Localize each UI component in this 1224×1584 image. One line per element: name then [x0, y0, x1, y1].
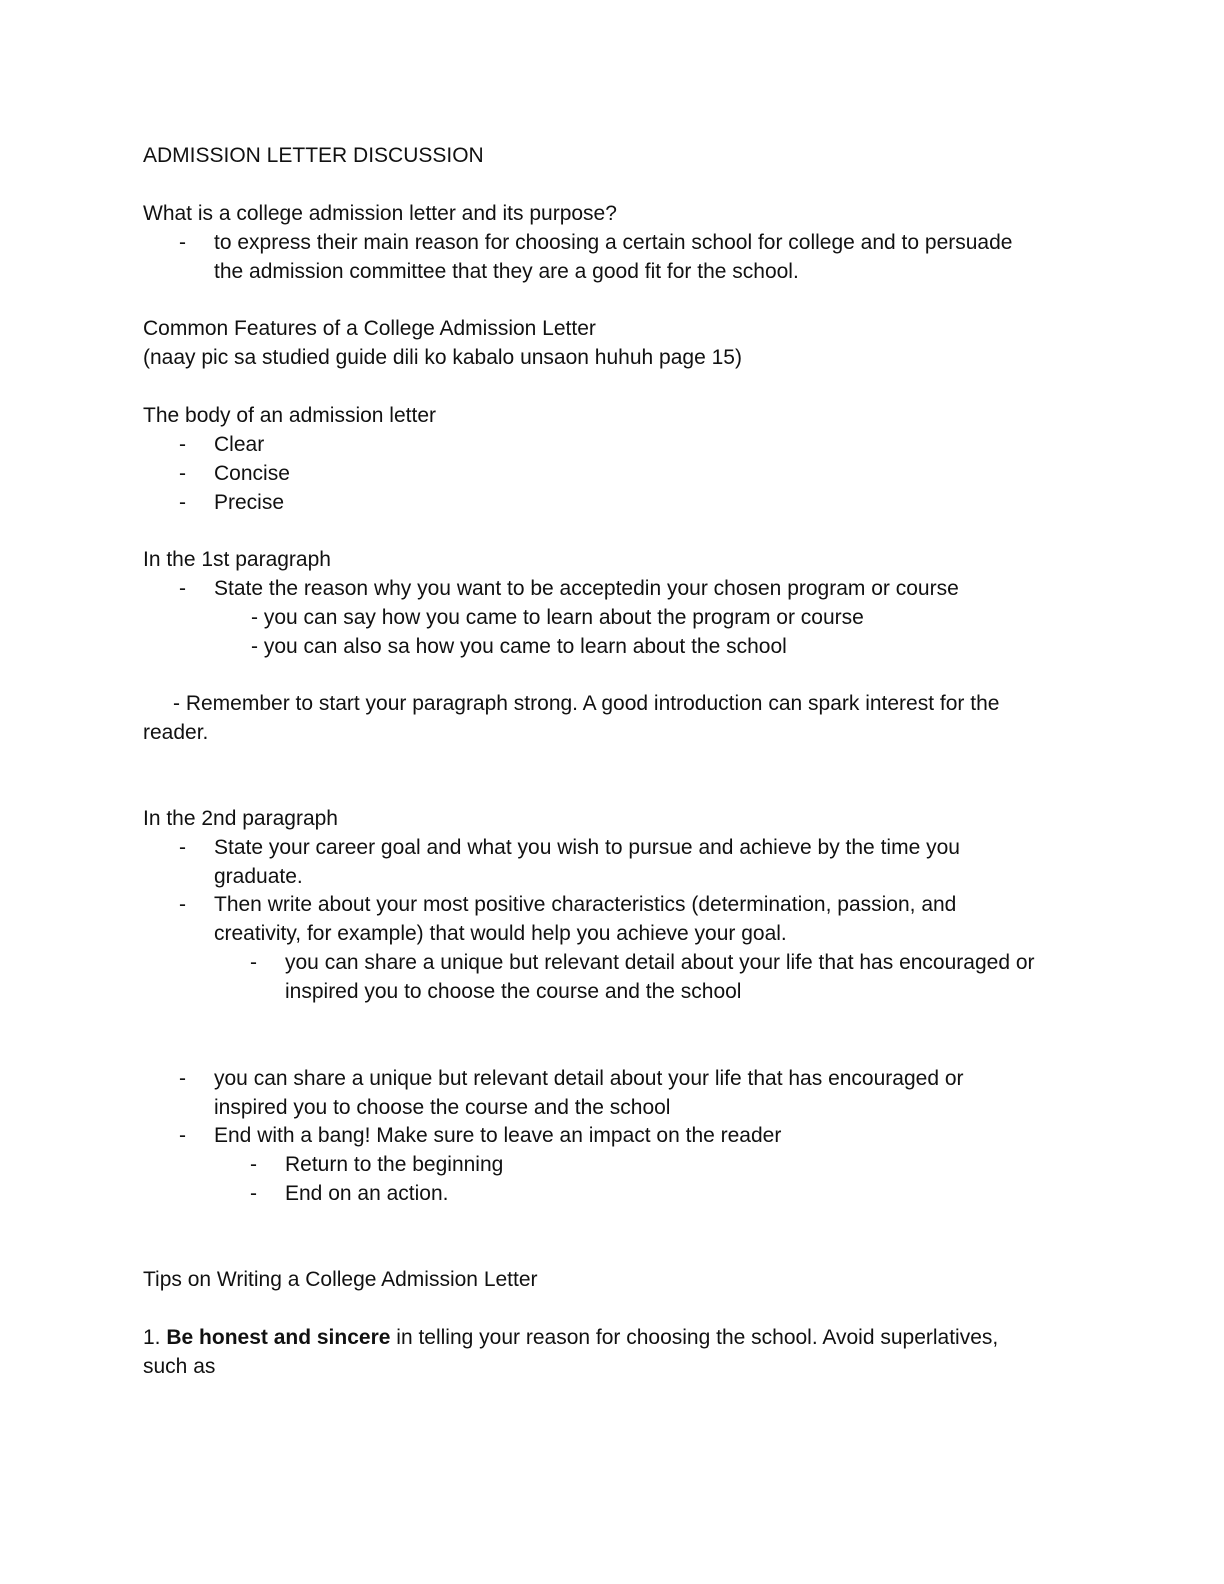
bullet-dash: - [179, 577, 186, 600]
purpose-question: What is a college admission letter and its purpose? [143, 202, 617, 225]
bullet-dash: - [179, 231, 186, 254]
second-paragraph-sub-line1: you can share a unique but relevant detail about your life that has encouraged or [285, 951, 1035, 974]
tip1-line2: such as [143, 1355, 216, 1378]
bullet-dash: - [250, 1153, 257, 1176]
bullet-dash: - [179, 836, 186, 859]
tip1-line1 [143, 1323, 998, 1352]
closing-item2: End with a bang! Make sure to leave an impact on the reader [214, 1124, 782, 1147]
features-heading: Common Features of a College Admission Letter [143, 317, 596, 340]
second-paragraph-heading: In the 2nd paragraph [143, 807, 338, 830]
tips-heading: Tips on Writing a College Admission Letter [143, 1268, 538, 1291]
body-heading: The body of an admission letter [143, 404, 436, 427]
bullet-dash: - [179, 1067, 186, 1090]
purpose-answer-line1: to express their main reason for choosing a certain school for college and to persuade [214, 231, 1013, 254]
bullet-dash: - [179, 462, 186, 485]
first-paragraph-item: State the reason why you want to be acceptedin your chosen program or course [214, 577, 959, 600]
closing-sub1: Return to the beginning [285, 1153, 504, 1176]
bullet-dash: - [179, 1124, 186, 1147]
tip1-number: 1. [143, 1326, 167, 1349]
document-title: ADMISSION LETTER DISCUSSION [143, 144, 484, 167]
first-paragraph-sub2: - you can also sa how you came to learn about the school [251, 635, 787, 658]
first-paragraph-heading: In the 1st paragraph [143, 548, 331, 571]
body-item-clear: Clear [214, 433, 265, 456]
bullet-dash: - [250, 951, 257, 974]
body-item-precise: Precise [214, 491, 285, 514]
tip1-bold: Be honest and sincere [166, 1326, 391, 1349]
purpose-answer-line2: the admission committee that they are a good fit for the school. [214, 260, 799, 283]
second-paragraph-item1-line1: State your career goal and what you wish to pursue and achieve by the time you [214, 836, 960, 859]
closing-sub2: End on an action. [285, 1182, 449, 1205]
closing-item1-line1: you can share a unique but relevant detail about your life that has encouraged or [214, 1067, 964, 1090]
first-paragraph-sub1: - you can say how you came to learn about the program or course [251, 606, 864, 629]
bullet-dash: - [179, 433, 186, 456]
remember-note-line2: reader. [143, 721, 209, 744]
closing-item1-line2: inspired you to choose the course and the school [214, 1096, 671, 1119]
bullet-dash: - [179, 491, 186, 514]
bullet-dash: - [179, 893, 186, 916]
second-paragraph-sub-line2: inspired you to choose the course and the school [285, 980, 742, 1003]
second-paragraph-item2-line1: Then write about your most positive characteristics (determination, passion, and [214, 893, 957, 916]
bullet-dash: - [250, 1182, 257, 1205]
tip1-rest: in telling your reason for choosing the school. Avoid superlatives, [390, 1326, 999, 1349]
remember-note-line1: - Remember to start your paragraph strong. A good introduction can spark interest for the [173, 692, 1000, 715]
second-paragraph-item2-line2: creativity, for example) that would help you achieve your goal. [214, 922, 787, 945]
body-item-concise: Concise [214, 462, 290, 485]
second-paragraph-item1-line2: graduate. [214, 865, 303, 888]
features-note: (naay pic sa studied guide dili ko kabalo unsaon huhuh page 15) [143, 346, 742, 369]
